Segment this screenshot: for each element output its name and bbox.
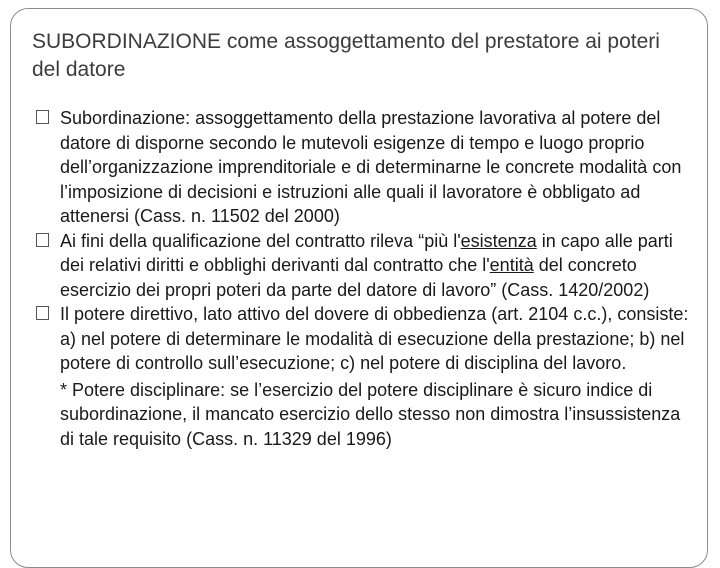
checkbox-bullet-icon: [36, 110, 49, 124]
bullet-text-part: in capo alle parti dei relativi diritti e obblighi derivanti dal contratto che l': [60, 230, 673, 275]
bullet-item: [36, 302, 696, 376]
underlined-word: entità: [489, 255, 534, 275]
bullet-item: [36, 106, 696, 229]
underlined-word: esistenza: [460, 230, 537, 251]
bullet-text: Subordinazione: assoggettamento della prestazione lavorativa al potere del datore di disporne secondo le mutevoli esigenze di tempo e luogo proprio dell’organizzazione imprenditoriale e di determinarne le concrete modalità con l’imposizione di decisioni e istruzioni alle quali il lavoratore è obbligato ad attenersi (Cass. n. 11502 del 2000): [60, 108, 682, 226]
checkbox-bullet-icon: [36, 233, 49, 247]
bullet-text: Il potere direttivo, lato attivo del dovere di obbedienza (art. 2104 c.c.), consiste: a) nel potere di determinare le modalità di esecuzione della prestazione; b) nel potere di controllo sull’esecuzione; c) nel potere di disciplina del lavoro.: [60, 304, 689, 373]
checkbox-bullet-icon: [36, 306, 49, 320]
slide-body: [36, 106, 696, 451]
bullet-text-part: Ai fini della qualificazione del contratto rileva “più l': [60, 230, 461, 251]
slide-title: SUBORDINAZIONE come assoggettamento del prestatore ai poteri del datore: [32, 30, 660, 81]
bullet-item: [36, 229, 696, 303]
footnote: * Potere disciplinare: se l’esercizio del potere disciplinare è sicuro indice di subordinazione, il mancato esercizio dello stesso non dimostra l’insussistenza di tale requisito (Cass. n. 11329 del 1996): [60, 379, 681, 449]
bullet-text-part: del concreto esercizio dei propri poteri da parte del datore di lavoro” (Cass. 1420/2002): [60, 255, 650, 300]
